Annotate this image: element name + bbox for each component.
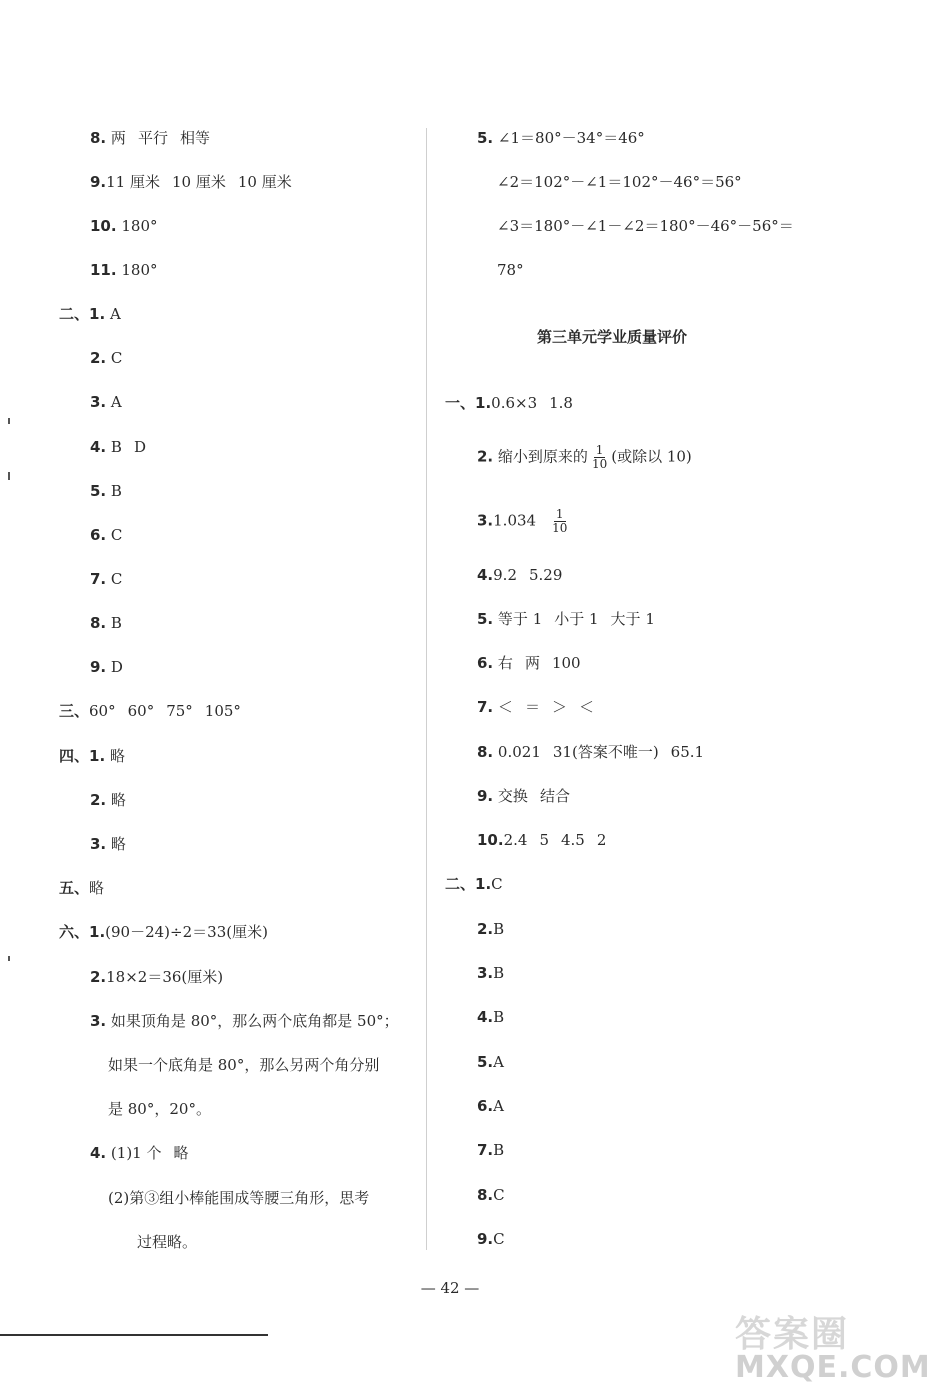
answer-line: 5. B (90, 482, 122, 500)
answer-line: 是 80°，20°。 (108, 1100, 211, 1118)
answer-line: 五、略 (59, 879, 105, 897)
page-number: — 42 — (420, 1279, 480, 1297)
answer-line: 3. 略 (90, 835, 126, 853)
watermark-url: MXQE.COM (735, 1350, 931, 1385)
scan-mark (8, 956, 10, 961)
section-title: 第三单元学业质量评价 (537, 328, 688, 346)
answer-line: 6.A (477, 1097, 504, 1115)
answer-line: 2. C (90, 349, 123, 367)
scan-mark (8, 472, 10, 480)
answer-line: 7. ＜ ＝ ＞ ＜ (477, 698, 594, 716)
answer-line: 6. C (90, 526, 123, 544)
answer-line: 四、1. 略 (59, 747, 125, 765)
answer-line: 7.B (477, 1141, 505, 1159)
answer-line: 2.B (477, 920, 505, 938)
answer-line: 8.C (477, 1186, 505, 1204)
answer-line: 4.9.2 5.29 (477, 566, 563, 584)
answer-line: 8. 0.021 31(答案不唯一) 65.1 (477, 743, 705, 761)
answer-line: 3.1.034 $\frac{1}{10}$ (477, 507, 568, 535)
answer-line: (2)第③组小棒能围成等腰三角形，思考 (108, 1189, 370, 1207)
answer-line: 10. 180° (90, 217, 158, 235)
answer-line: 2.18×2＝36(厘米) (90, 968, 224, 986)
answer-line: 3. A (90, 393, 122, 411)
answer-line: 8. 两 平行 相等 (90, 129, 210, 147)
answer-line: 二、1. A (59, 305, 121, 323)
answer-line: 9. D (90, 658, 123, 676)
answer-line: 9.11 厘米 10 厘米 10 厘米 (90, 173, 292, 191)
answer-line: 8. B (90, 614, 122, 632)
answer-line: 三、60° 60° 75° 105° (59, 702, 241, 720)
answer-line: 6. 右 两 100 (477, 654, 581, 672)
answer-line: 5.A (477, 1053, 504, 1071)
fraction: $\frac{1}{10}$ (591, 443, 608, 471)
answer-line: 一、1.0.6×3 1.8 (445, 394, 573, 412)
answer-line: ∠2＝102°－∠1＝102°－46°＝56° (497, 173, 742, 191)
answer-line: 4. B D (90, 438, 146, 456)
answer-line: 10.2.4 5 4.5 2 (477, 831, 607, 849)
answer-line: 9.C (477, 1230, 505, 1248)
answer-line: 5. ∠1＝80°－34°＝46° (477, 129, 645, 147)
answer-line: 3.B (477, 964, 505, 982)
answer-line: 4. (1)1 个 略 (90, 1144, 189, 1162)
answer-line: 9. 交换 结合 (477, 787, 570, 805)
answer-line: 11. 180° (90, 261, 158, 279)
answer-line: 六、1.(90－24)÷2＝33(厘米) (59, 923, 268, 941)
answer-line: 5. 等于 1 小于 1 大于 1 (477, 610, 655, 628)
answer-line: 78° (497, 261, 524, 279)
answer-line: 3. 如果顶角是 80°，那么两个底角都是 50°； (90, 1012, 399, 1030)
bottom-rule (0, 1334, 268, 1336)
answer-line: 7. C (90, 570, 123, 588)
answer-line: 二、1.C (445, 875, 503, 893)
answer-line: 如果一个底角是 80°，那么另两个角分别 (108, 1056, 380, 1074)
answer-line: ∠3＝180°－∠1－∠2＝180°－46°－56°＝ (497, 217, 794, 235)
fraction: $\frac{1}{10}$ (552, 507, 568, 535)
column-divider (426, 128, 427, 1250)
answer-line: 4.B (477, 1008, 505, 1026)
watermark-logo-text: 答案圈 (735, 1314, 850, 1355)
scan-mark (8, 418, 10, 424)
answer-line: 过程略。 (137, 1233, 198, 1251)
watermark (735, 1306, 931, 1386)
answer-line: 2. 略 (90, 791, 126, 809)
answer-line: 2. 缩小到原来的 $\frac{1}{10}$ (或除以 10) (477, 443, 692, 471)
